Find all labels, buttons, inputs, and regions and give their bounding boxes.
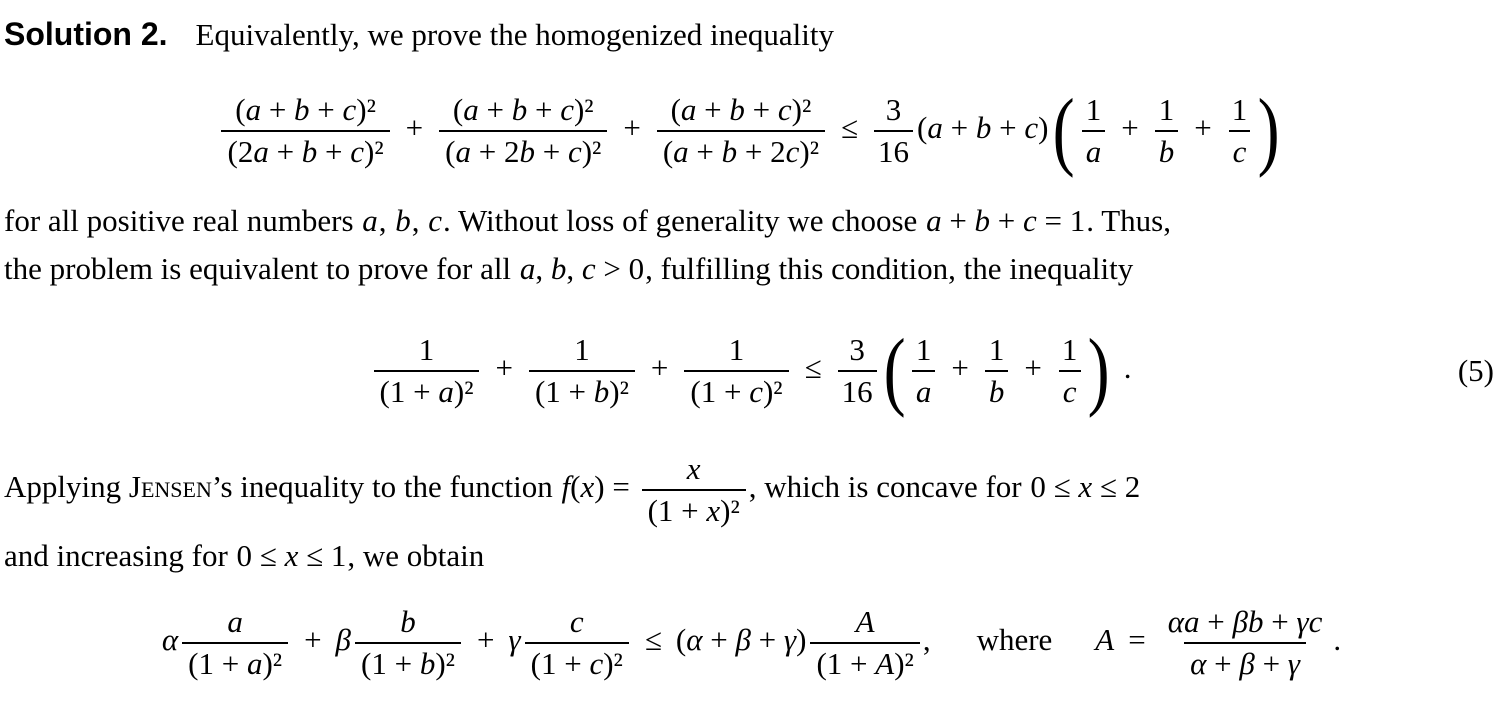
equation-condition-row xyxy=(4,322,1498,419)
solution-header xyxy=(4,10,1498,59)
text-run: for all positive real numbers xyxy=(4,203,362,238)
math-fraction: $\frac{A}{\text{(1 + A)²}}$ xyxy=(810,602,919,683)
math-run: 0 ≤ x ≤ 1 xyxy=(236,538,347,574)
text-run: where xyxy=(976,622,1053,658)
math-fraction: $\frac{1}{a}$ xyxy=(1082,90,1106,171)
math-fraction: $\frac{1}{b}$ xyxy=(985,330,1009,411)
math-fraction: $\frac{a}{\text{(1 + a)²}}$ xyxy=(182,602,288,683)
math-fraction: $\frac{x}{\text{(1 + x)²}}$ xyxy=(642,449,746,530)
math-operator: + xyxy=(1194,110,1212,146)
math-fraction: $\frac{3}{16}$ xyxy=(874,90,913,171)
math-run: β xyxy=(335,622,351,658)
text-run: , fulfilling this condition, the inequality xyxy=(645,251,1134,286)
math-run: a, b, c > 0 xyxy=(519,251,645,286)
math-run: f(x) = xyxy=(561,468,630,504)
math-fraction: $\frac{1}{b}$ xyxy=(1155,90,1179,171)
math-fraction: $\frac{1}{c}$ xyxy=(1058,330,1082,411)
math-fraction: $\frac{\text{(a + b + c)²}}{\text{(2a + b + c)²}}$ xyxy=(221,90,389,171)
equation-jensen xyxy=(4,602,1498,683)
math-run: b xyxy=(395,203,411,238)
math-operator: + xyxy=(1121,110,1139,146)
big-paren: ( xyxy=(883,322,906,419)
math-operator: + xyxy=(304,622,322,658)
big-paren: ) xyxy=(1257,82,1280,179)
math-fraction: $\frac{3}{16}$ xyxy=(838,330,877,411)
paragraph-jensen-line1 xyxy=(4,449,1498,530)
text-run: the problem is equivalent to prove for all xyxy=(4,251,519,286)
solution-label: Solution 2. xyxy=(4,16,168,52)
math-fraction: $\frac{\text{(a + b + c)²}}{\text{(a + b + 2c)²}}$ xyxy=(657,90,825,171)
text-run: Applying xyxy=(4,468,129,504)
equation-condition xyxy=(4,322,1498,419)
math-fraction: $\frac{1}{a}$ xyxy=(912,330,936,411)
math-fraction: $\frac{b}{\text{(1 + b)²}}$ xyxy=(355,602,461,683)
math-fraction: $\frac{1}{\text{(1 + c)²}}$ xyxy=(684,330,788,411)
text-run: . Thus, xyxy=(1086,203,1171,238)
text-run: ’s inequality to the function xyxy=(211,468,561,504)
math-fraction: $\frac{c}{\text{(1 + c)²}}$ xyxy=(525,602,629,683)
math-fraction: $\frac{1}{\text{(1 + a)²}}$ xyxy=(374,330,480,411)
math-fraction: $\frac{\alpha a + \beta b + \gamma c}{\alpha + \beta + \gamma}$ xyxy=(1162,602,1329,683)
paragraph-wlog-line2 xyxy=(4,245,1498,293)
text-run: , we obtain xyxy=(347,538,485,574)
math-operator: + xyxy=(476,622,495,658)
math-operator: + xyxy=(951,350,969,386)
math-run: 0 ≤ x ≤ 2 xyxy=(1030,468,1141,504)
text-run: . Without loss of generality we choose xyxy=(443,203,926,238)
text-run: , which is concave for xyxy=(748,468,1030,504)
math-run: (α + β + γ) xyxy=(675,622,807,658)
math-run: (a + b + c) xyxy=(917,110,1049,146)
math-operator: = xyxy=(1128,622,1146,658)
text-run: . xyxy=(1123,350,1132,386)
equation-homogenized xyxy=(4,82,1498,179)
math-operator: ≤ xyxy=(644,622,662,658)
math-fraction: $\frac{1}{c}$ xyxy=(1228,90,1252,171)
big-paren: ) xyxy=(1088,322,1111,419)
math-run: A xyxy=(1095,622,1115,658)
paragraph-jensen-line2 xyxy=(4,530,1498,582)
big-paren: ( xyxy=(1053,82,1076,179)
math-operator: ≤ xyxy=(841,110,859,146)
math-fraction: $\frac{1}{\text{(1 + b)²}}$ xyxy=(529,330,635,411)
math-operator: + xyxy=(405,110,424,146)
math-operator: + xyxy=(650,350,669,386)
text-run: , xyxy=(411,203,428,238)
solution-intro-text: Equivalently, we prove the homogenized inequality xyxy=(195,17,835,52)
smallcaps-name: Jensen xyxy=(128,468,212,504)
math-run: α xyxy=(161,622,179,658)
math-run: a + b + c = 1 xyxy=(926,203,1086,238)
math-run: c xyxy=(428,203,443,238)
math-run: γ xyxy=(508,622,521,658)
math-operator: ≤ xyxy=(804,350,822,386)
math-operator: + xyxy=(495,350,513,386)
math-operator: + xyxy=(1024,350,1042,386)
math-fraction: $\frac{\text{(a + b + c)²}}{\text{(a + 2b + c)²}}$ xyxy=(439,90,607,171)
paragraph-wlog-line1 xyxy=(4,197,1498,245)
equation-number: (5) xyxy=(1457,353,1494,388)
text-run: . xyxy=(1333,622,1342,658)
math-run: a xyxy=(362,203,378,238)
text-run: , xyxy=(922,622,931,658)
text-run: , xyxy=(378,203,395,238)
text-run: and increasing for xyxy=(4,538,236,574)
math-operator: + xyxy=(623,110,641,146)
